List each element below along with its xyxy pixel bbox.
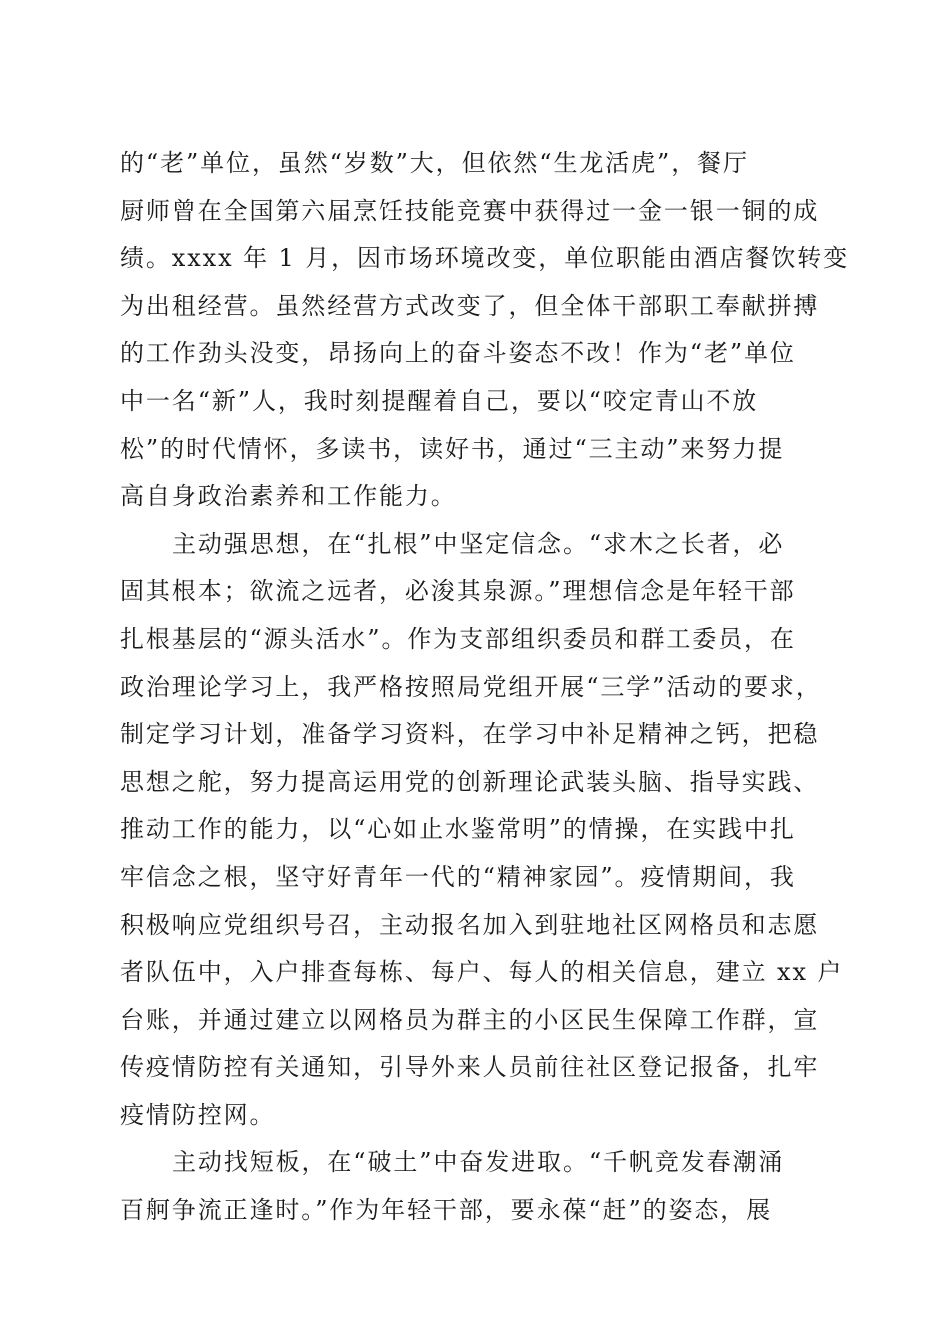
- text-line: 固其根本；欲流之远者，必浚其泉源。”理想信念是年轻干部: [120, 577, 796, 606]
- text-line: 疫情防控网。: [120, 1100, 276, 1129]
- text-line: 中一名“新”人，我时刻提醒着自己，要以“咬定青山不放: [120, 386, 759, 415]
- text-line: 政治理论学习上，我严格按照局党组开展“三学”活动的要求，: [120, 672, 822, 701]
- text-line: 者队伍中，入户排查每栋、每户、每人的相关信息，建立 xx 户: [120, 958, 844, 987]
- text-line: 绩。xxxx 年 1 月，因市场环境改变，单位职能由酒店餐饮转变: [120, 244, 850, 273]
- text-line: 牢信念之根，坚守好青年一代的“精神家园”。疫情期间，我: [120, 862, 796, 891]
- text-line: 思想之舵，努力提高运用党的创新理论武装头脑、指导实践、: [120, 767, 820, 796]
- text-line: 厨师曾在全国第六届烹饪技能竞赛中获得过一金一银一铜的成: [120, 196, 820, 225]
- text-line: 的“老”单位，虽然“岁数”大，但依然“生龙活虎”，餐厅: [120, 149, 749, 177]
- text-line: 传疫情防控有关通知，引导外来人员前往社区登记报备，扎牢: [120, 1053, 820, 1082]
- body-text: [120, 140, 850, 1235]
- text-line: 扎根基层的“源头活水”。作为支部组织委员和群工委员，在: [120, 624, 796, 653]
- text-line: 台账，并通过建立以网格员为群主的小区民生保障工作群，宣: [120, 1005, 820, 1034]
- text-line: 高自身政治素养和工作能力。: [120, 482, 457, 511]
- text-line: 推动工作的能力，以“心如止水鉴常明”的情操，在实践中扎: [120, 815, 796, 844]
- text-line: 百舸争流正逢时。”作为年轻干部，要永葆“赶”的姿态，展: [120, 1196, 773, 1225]
- paragraph-start-line: 主动强思想，在“扎根”中坚定信念。“求木之长者，必: [172, 529, 785, 558]
- paragraph-start-line: 主动找短板，在“破土”中奋发进取。“千帆竞发春潮涌: [172, 1148, 785, 1177]
- text-line: 松”的时代情怀，多读书，读好书，通过“三主动”来努力提: [120, 434, 785, 463]
- text-line: 制定学习计划，准备学习资料，在学习中补足精神之钙，把稳: [120, 720, 820, 749]
- text-line: 为出租经营。虽然经营方式改变了，但全体干部职工奉献拼搏: [120, 291, 820, 320]
- text-line: 积极响应党组织号召，主动报名加入到驻地社区网格员和志愿: [120, 910, 820, 939]
- text-line: 的工作劲头没变，昂扬向上的奋斗姿态不改！作为“老”单位: [120, 339, 796, 368]
